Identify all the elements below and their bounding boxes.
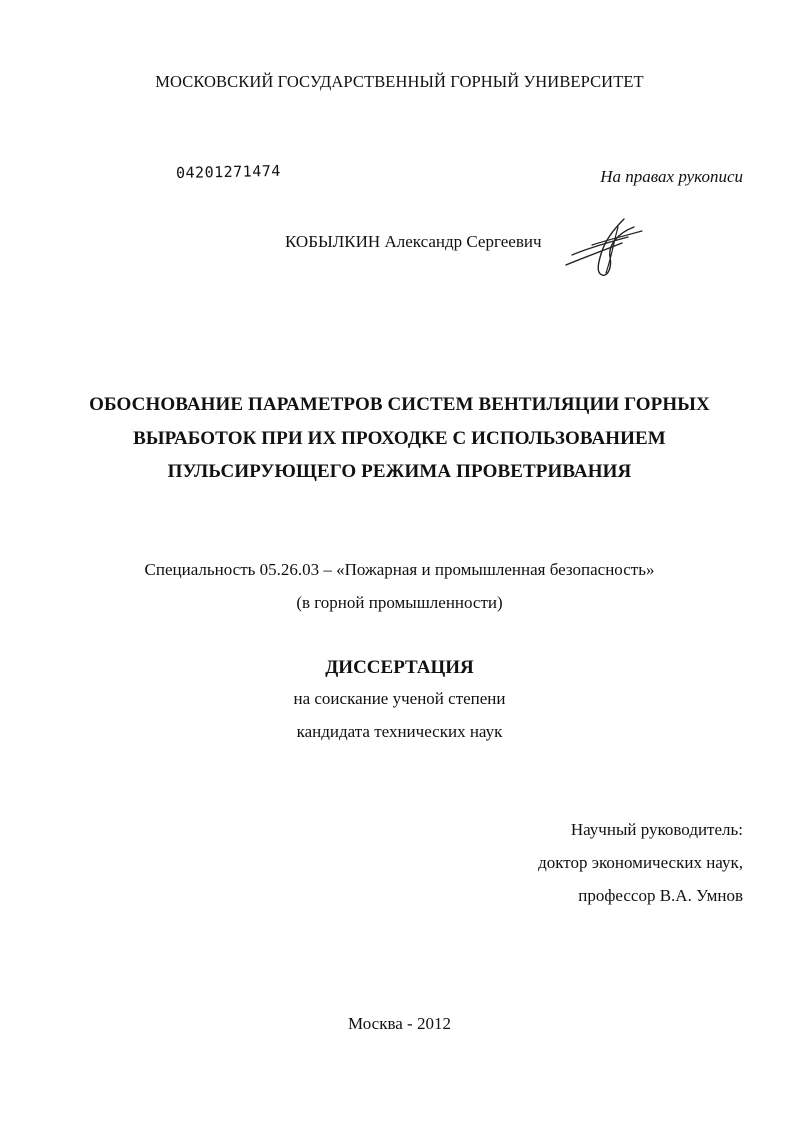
degree-line-1: на соискание ученой степени [293, 689, 506, 708]
specialty-line-1: Специальность 05.26.03 – «Пожарная и промышленная безопасность» [144, 560, 655, 579]
handwritten-signature [562, 215, 646, 279]
specialty-line-2: (в горной промышленности) [296, 593, 503, 612]
degree-line-2: кандидата технических наук [296, 722, 503, 741]
dissertation-title-line-2: ВЫРАБОТОК ПРИ ИХ ПРОХОДКЕ С ИСПОЛЬЗОВАНИЕМ [133, 428, 666, 449]
supervisor-name: профессор В.А. Умнов [578, 886, 743, 905]
document-number: 04201271474 [175, 161, 282, 182]
dissertation-title-line-3: ПУЛЬСИРУЮЩЕГО РЕЖИМА ПРОВЕТРИВАНИЯ [167, 461, 632, 482]
supervisor-label: Научный руководитель: [570, 820, 743, 839]
author-name: КОБЫЛКИН Александр Сергеевич [285, 232, 542, 251]
university-name: МОСКОВСКИЙ ГОСУДАРСТВЕННЫЙ ГОРНЫЙ УНИВЕРСИТЕТ [155, 72, 644, 91]
city-year: Москва - 2012 [348, 1014, 451, 1033]
dissertation-title-line-1: ОБОСНОВАНИЕ ПАРАМЕТРОВ СИСТЕМ ВЕНТИЛЯЦИИ ГОРНЫХ [89, 394, 710, 415]
manuscript-rights-note: На правах рукописи [600, 167, 743, 186]
supervisor-degree: доктор экономических наук, [538, 853, 743, 872]
document-type-heading: ДИССЕРТАЦИЯ [325, 657, 474, 678]
